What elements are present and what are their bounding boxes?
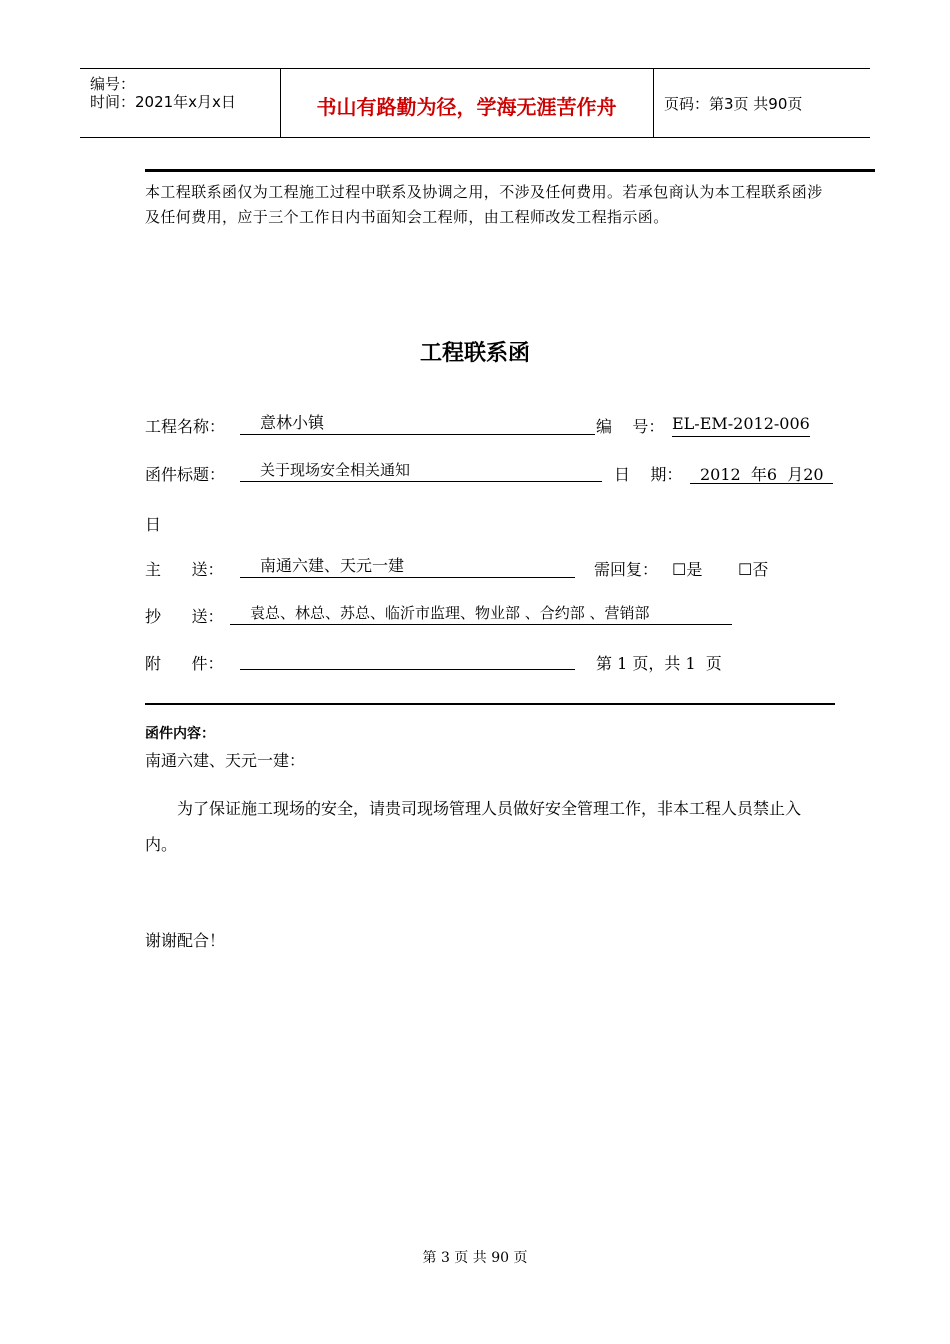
- top-divider: [145, 169, 875, 172]
- project-name-value: 意林小镇: [240, 413, 595, 435]
- letter-number-value: EL-EM-2012-006: [672, 414, 810, 437]
- date-value-continued: 日: [145, 515, 162, 534]
- reply-required-label: 需回复：: [594, 560, 659, 579]
- page-count: 第 1 页，共 1 页: [596, 654, 722, 673]
- reply-no-checkbox[interactable]: ☐否: [738, 560, 769, 579]
- page-header: [80, 68, 870, 138]
- date-value: 2012 年6 月20: [690, 462, 833, 484]
- header-page-cell: [654, 69, 870, 137]
- content-heading: 函件内容：: [145, 726, 215, 742]
- header-number-label: 编号：: [90, 75, 136, 93]
- disclaimer-notice: 本工程联系函仅为工程施工过程中联系及协调之用，不涉及任何费用。若承包商认为本工程联系函涉及任何费用，应于三个工作日内书面知会工程师，由工程师改发工程指示函。: [145, 183, 823, 226]
- subject-value: 关于现场安全相关通知: [240, 460, 602, 482]
- recipient-value: 南通六建、天元一建: [240, 556, 575, 578]
- content-salutation: 南通六建、天元一建：: [145, 751, 306, 770]
- project-name-label: 工程名称：: [145, 417, 226, 436]
- attachment-value: [240, 648, 575, 670]
- page-footer: 第 3 页 共 90 页: [422, 1250, 528, 1266]
- subject-label: 函件标题：: [145, 465, 226, 484]
- header-motto: 书山有路勤为径，学海无涯苦作舟: [316, 95, 617, 119]
- cc-label: 抄 送：: [145, 607, 224, 626]
- cc-value: 袁总、林总、苏总、临沂市监理、物业部 、合约部 、营销部: [230, 603, 732, 625]
- header-time-label: 时间：2021年x月x日: [90, 93, 236, 111]
- content-closing: 谢谢配合！: [145, 931, 226, 950]
- letter-number-label: 编 号：: [596, 417, 665, 436]
- reply-yes-checkbox[interactable]: ☐是: [672, 560, 703, 579]
- recipient-label: 主 送：: [145, 560, 224, 579]
- header-meta-cell: [80, 69, 281, 137]
- form-divider: [145, 703, 835, 705]
- date-label: 日 期：: [614, 465, 683, 484]
- header-motto-cell: [280, 69, 654, 137]
- header-page-info: 页码：第3页 共90页: [664, 95, 803, 113]
- attachment-label: 附 件：: [145, 654, 224, 673]
- document-title: 工程联系函: [419, 341, 530, 366]
- content-paragraph: 为了保证施工现场的安全，请贵司现场管理人员做好安全管理工作，非本工程人员禁止入: [177, 799, 802, 818]
- content-paragraph-continued: 内。: [145, 835, 178, 854]
